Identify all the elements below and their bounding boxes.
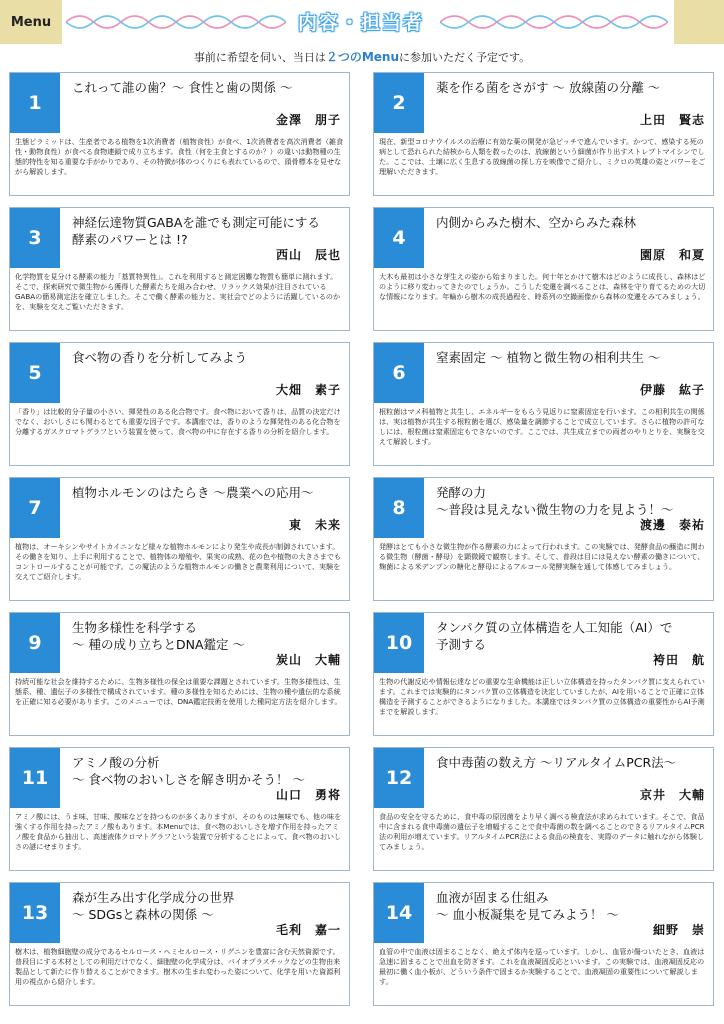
- card-description: 植物は、オーキシンやサイトカイニンなど様々な植物ホルモンにより発生や成長が制御されています。その働きを知り、上手に利用することで、植物体の増殖や、果実の成熟、花の色や植物の大きさまでもコントロールすることが可能です。この魔法のような植物ホルモンの働きと農業利用について、実験を交えてご紹介します。: [15, 542, 342, 581]
- card-title-area: [60, 208, 349, 268]
- card-number: 10: [374, 613, 424, 673]
- menu-card: [9, 342, 350, 466]
- card-title-area: [424, 208, 713, 268]
- menu-card: [9, 207, 350, 331]
- page-title: 内容・担当者: [297, 11, 424, 34]
- card-title-area: [424, 343, 713, 403]
- card-header: [10, 883, 349, 943]
- card-description: アミノ酸には、うま味、甘味、酸味などを持つものが多くありますが、そのものは無味でも、他の味を強くする作用を持ったアミノ酸もあります。本Menuでは、食べ物のおいしさを増す作用を持ったアミノ酸を食品から抽出し、高速液体クロマトグラフという装置で分析することによって、食べ物のおいしさの謎にせまります。: [15, 812, 342, 851]
- card-presenter: 園原 和夏: [639, 248, 705, 262]
- card-presenter: 上田 賢志: [639, 113, 705, 127]
- card-title: 血液が固まる仕組み ～ 血小板凝集を見てみよう！ ～: [436, 890, 619, 922]
- card-description: 大木も最初は小さな芽生えの姿から始まりました。何十年とかけて樹木はどのように成長し、森林はどのように移り変わってきたのでしょうか。こうした変遷を調べることは、森林を守り育てるための大切な情報になります。年輪から樹木の成長過程を、時系列の空撮画像から森林の変遷をみてみましょう。: [379, 272, 706, 301]
- card-description: 化学物質を見分ける酵素の能力「基質特異性」。これを利用すると測定困難な物質も簡単に測れます。そこで、探索研究で微生物から獲得した酵素たちを組み合わせ、リラックス効果が注目されているGABAの簡易測定法を確立しました。そこで働く酵素の能力と、実社会でどのように活躍しているのかを、実験を交えご覧いただきます。: [15, 272, 341, 311]
- card-title-area: [60, 883, 349, 943]
- card-title: 生物多様性を科学する ～ 種の成り立ちとDNA鑑定 ～: [72, 620, 245, 652]
- corner-decoration: [674, 0, 724, 44]
- subtitle-after: に参加いただく予定です。: [399, 51, 531, 64]
- card-description: 生物の代謝反応や情報伝達などの重要な生命機能は正しい立体構造を持ったタンパク質に支えられています。これまでは実験的にタンパク質の立体構造を決定していましたが、AIを用いることで正確に立体構造を予測することができるようになりました。本講座ではタンパク質の立体構造の重要性からAI予測までを解説します。: [379, 677, 705, 716]
- card-header: [374, 748, 713, 808]
- card-title-area: [424, 73, 713, 133]
- menu-card: [373, 882, 714, 1006]
- subtitle-highlight: ２つのMenu: [325, 50, 400, 64]
- card-number: 4: [374, 208, 424, 268]
- card-presenter: 細野 崇: [652, 923, 705, 937]
- card-header: [374, 883, 713, 943]
- card-description: 持続可能な社会を維持するために、生物多様性の保全は重要な課題とされています。生物多様性は、生態系、種、遺伝子の多様性で構成されています。種の多様性を知るためには、生物の種や遺伝的な系統を正確に知る必要があります。このメニューでは、DNA鑑定技術を使用した種同定方法を紹介します。: [15, 677, 342, 706]
- card-number: 7: [10, 478, 60, 538]
- card-description: 血管の中で血液は固まることなく、絶えず体内を巡っています。しかし、血管が傷ついたとき、血液は急速に固まることで出血を防ぎます。これを血液凝固反応といいます。この実験では、血液凝固反応の最初に働く血小板が、どういう条件で固まるか実験することで、血液凝固の重要性について解説します。: [379, 947, 705, 986]
- card-title-area: [60, 478, 349, 538]
- card-title: 食中毒菌の数え方 ～リアルタイムPCR法～: [436, 755, 677, 770]
- card-presenter: 炭山 大輔: [275, 653, 341, 667]
- card-presenter: 金澤 朋子: [275, 113, 341, 127]
- card-number: 1: [10, 73, 60, 133]
- card-title-area: [424, 613, 713, 673]
- card-description: 根粒菌はマメ科植物と共生し、エネルギーをもらう見返りに窒素固定を行います。この相利共生の関係は、実は植物が共生する根粒菌を選び、感染量を調節することで成立しています。さらに植物の許可なしには、根粒菌は窒素固定もできないのです。ここでは、共生成立までの両者のやりとりを、実験を交えて解説します。: [379, 407, 705, 446]
- card-title-area: [60, 613, 349, 673]
- card-presenter: 袴田 航: [652, 653, 705, 667]
- card-description: 樹木は、植物細胞壁の成分であるセルロース・ヘミセルロース・リグニンを豊富に含む天然資源です。普段目にする木材としての利用だけでなく、細胞壁の化学成分は、バイオプラスチックなどの生物由来製品として新たに作り替えることができます。樹木の生まれ変わった姿について、化学を用いた資源利用の視点から紹介します。: [15, 947, 341, 986]
- card-title-area: [424, 748, 713, 808]
- card-number: 12: [374, 748, 424, 808]
- card-description: 現在、新型コロナウイルスの治療に有効な薬の開発が急ピッチで進んでいます。かつて、感染する死の病として恐れられた結核から人類を救ったのは、放線菌という細菌が作り出すストレプトマイシンでした。ここでは、土壌に広く生息する放線菌の探し方を映像でご紹介し、ミクロの英雄の姿とパワーをご理解いただきます。: [379, 137, 706, 176]
- card-presenter: 毛利 嘉一: [275, 923, 341, 937]
- card-title: 内側からみた樹木、空からみた森林: [436, 215, 637, 230]
- card-title-area: [424, 883, 713, 943]
- menu-card: [373, 207, 714, 331]
- card-number: 3: [10, 208, 60, 268]
- menu-card: [9, 882, 350, 1006]
- card-header: [10, 478, 349, 538]
- card-title: 薬を作る菌をさがす ～ 放線菌の分離 ～: [436, 80, 661, 95]
- card-header: [10, 73, 349, 133]
- menu-label: Menu: [10, 14, 52, 30]
- menu-tab: [0, 0, 62, 44]
- card-number: 2: [374, 73, 424, 133]
- card-title-area: [424, 478, 713, 538]
- card-description: 食品の安全を守るために、食中毒の原因菌をより早く調べる検査法が求められています。そこで、食品中に含まれる食中毒菌の遺伝子を増幅することで食中毒菌の数を調べることのできるリアルタイムPCR法の利用が増えています。リアルタイムPCR法による食品の検査を、実際のデータに触れながら体験してみましょう。: [379, 812, 705, 851]
- card-number: 8: [374, 478, 424, 538]
- card-presenter: 京井 大輔: [639, 788, 705, 802]
- card-title: 食べ物の香りを分析してみよう: [72, 350, 248, 365]
- menu-card: [9, 477, 350, 601]
- card-title-area: [60, 748, 349, 808]
- card-title-area: [60, 73, 349, 133]
- card-presenter: 山口 勇将: [275, 788, 341, 802]
- card-title: これって誰の歯？～ 食性と歯の関係 ～: [72, 80, 293, 95]
- card-header: [10, 208, 349, 268]
- card-presenter: 西山 辰也: [275, 248, 341, 262]
- card-title: 植物ホルモンのはたらき ～農業への応用～: [72, 485, 314, 500]
- card-presenter: 東 未来: [288, 518, 341, 532]
- menu-card: [373, 477, 714, 601]
- card-header: [374, 208, 713, 268]
- card-header: [374, 343, 713, 403]
- card-presenter: 渡邊 泰祐: [639, 518, 705, 532]
- card-title: アミノ酸の分析 ～ 食べ物のおいしさを解き明かそう！ ～: [72, 755, 305, 787]
- card-title: 窒素固定 ～ 植物と微生物の相利共生 ～: [436, 350, 661, 365]
- card-header: [10, 343, 349, 403]
- menu-card: [373, 72, 714, 196]
- wave-decoration-left: [66, 8, 286, 36]
- card-presenter: 伊藤 紘子: [639, 383, 705, 397]
- card-description: 「香り」は比較的分子量の小さい、揮発性のある化合物です。食べ物において香りは、品質の決定だけでなく、おいしさにも関わるとても重要な因子です。本講座では、香りのような揮発性のある化合物を分離するガスクロマトグラフという装置を使って、食べ物の中に存在する香りの分析を紹介します。: [15, 407, 341, 436]
- card-title: 神経伝達物質GABAを誰でも測定可能にする 酵素のパワーとは !?: [72, 215, 320, 247]
- card-number: 11: [10, 748, 60, 808]
- menu-card: [373, 342, 714, 466]
- subtitle-before: 事前に希望を伺い、当日は: [193, 51, 326, 64]
- card-title: 発酵の力 ～普段は見えない微生物の力を見よう！～: [436, 485, 674, 517]
- card-number: 6: [374, 343, 424, 403]
- card-header: [374, 73, 713, 133]
- card-number: 9: [10, 613, 60, 673]
- card-number: 14: [374, 883, 424, 943]
- card-title: 森が生み出す化学成分の世界 ～ SDGsと森林の関係 ～: [72, 890, 235, 922]
- menu-card: [9, 612, 350, 736]
- card-header: [374, 613, 713, 673]
- menu-card: [373, 747, 714, 871]
- card-title: タンパク質の立体構造を人工知能（AI）で 予測する: [436, 620, 673, 652]
- wave-decoration-right: [440, 8, 668, 36]
- card-number: 5: [10, 343, 60, 403]
- card-header: [374, 478, 713, 538]
- menu-card: [9, 72, 350, 196]
- menu-card: [9, 747, 350, 871]
- card-number: 13: [10, 883, 60, 943]
- card-header: [10, 613, 349, 673]
- card-header: [10, 748, 349, 808]
- card-presenter: 大畑 素子: [275, 383, 341, 397]
- menu-card: [373, 612, 714, 736]
- page-subtitle: [0, 48, 724, 65]
- card-title-area: [60, 343, 349, 403]
- card-description: 発酵はとても小さな微生物が作る酵素の力によって行われます。この実験では、発酵食品の醸造に関わる微生物（酵菌・酵母）を顕微鏡で観察します。そして、普段は目には見えない酵素の働きについて、麹菌による米デンプンの糖化と酵母によるアルコール発酵実験を通して体感してみましょう。: [379, 542, 705, 571]
- card-description: 生態ピラミッドは、生産者である植物を1次消費者（植物食性）が食べ、1次消費者を高次消費者（雑食性・動物食性）が食べる食物連鎖で成り立ちます。食性（何を主食とするのか？）の違いは動物種の生態的特性を知る重要な手がかりであり、その特徴が体のつくりにも表れているので、頭骨標本を見せながら解説します。: [15, 137, 344, 176]
